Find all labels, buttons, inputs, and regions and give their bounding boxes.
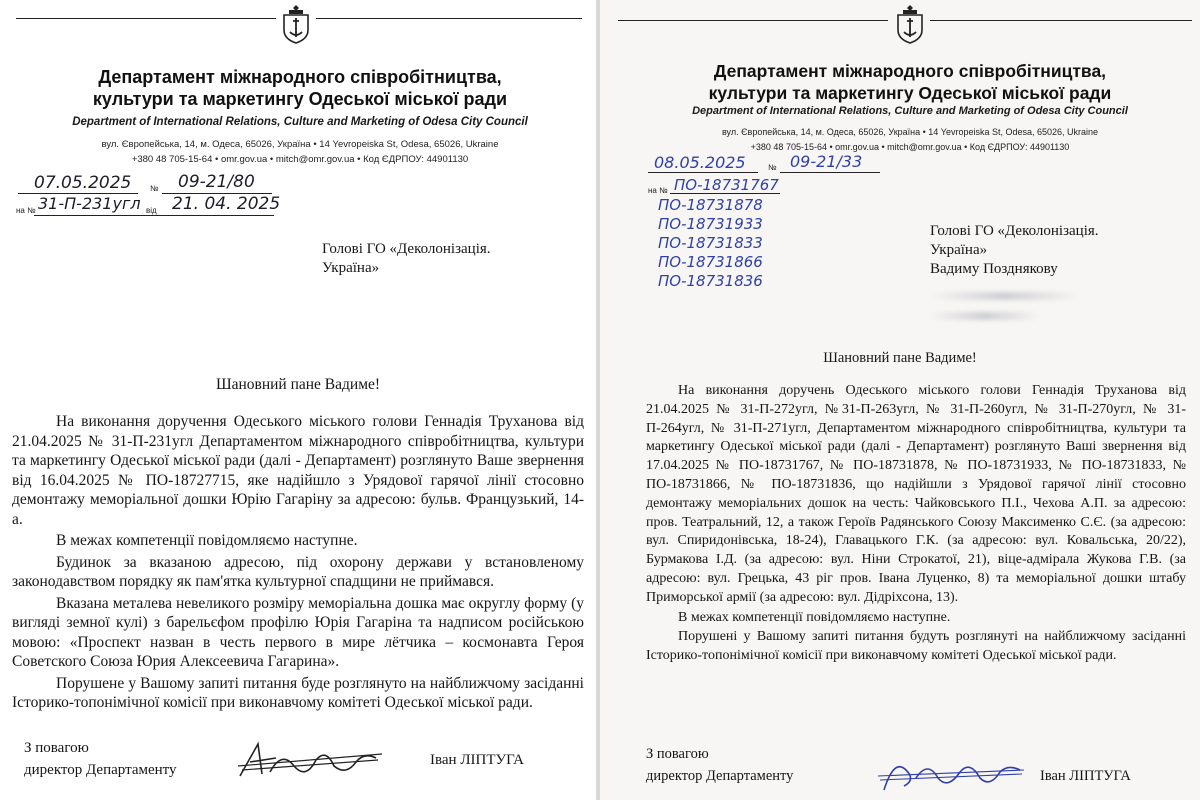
dept-name-line1: Департамент міжнародного співробітництва, <box>713 61 1107 81</box>
letter-left <box>0 0 596 800</box>
dept-name-en: Department of International Relations, Culture and Marketing of Odesa City Council <box>692 105 1128 117</box>
handwritten-signature <box>876 748 1026 794</box>
outgoing-number: 09-21/80 <box>178 172 255 192</box>
redacted-address <box>930 312 1040 320</box>
dept-contacts: +380 48 705-15-64 • omr.gov.ua • mitch@omr.gov.ua • Код ЄДРПОУ: 44901130 <box>131 154 469 165</box>
dept-contacts: +380 48 705-15-64 • omr.gov.ua • mitch@omr.gov.ua • Код ЄДРПОУ: 44901130 <box>750 142 1070 152</box>
body-paragraph: В межах компетенції повідомляємо наступне. <box>56 532 358 549</box>
addressee-line2: Україна» <box>322 260 380 276</box>
body-paragraph: Будинок за вказаною адресою, під охорону держави у встановленому законодавством порядку як пам'ятка культурної спадщини не приймався. <box>12 553 584 590</box>
salutation: Шановний пане Вадиме! <box>215 376 381 393</box>
incoming-number: ПО-18731878 <box>658 196 763 214</box>
handwritten-signature <box>236 736 386 782</box>
addressee-line2: Україна» <box>930 242 988 258</box>
incoming-number: 31-П-231угл <box>38 194 141 213</box>
closing: З повагою <box>24 740 89 756</box>
body-paragraph: Порушені у Вашому запиті питання будуть розглянуті на найближчому засіданні Історико-топонімічної комісії при виконавчому комітеті Одеської міської ради. <box>646 629 1186 664</box>
letter-date: 07.05.2025 <box>34 173 132 193</box>
signer-title: директор Департаменту <box>24 762 177 778</box>
closing: З повагою <box>646 746 709 762</box>
letter-body <box>646 382 1186 666</box>
incoming-number-label: на № <box>648 186 668 195</box>
letter-date: 08.05.2025 <box>654 153 746 172</box>
signer-title: директор Департаменту <box>646 768 794 784</box>
incoming-number: ПО-18731866 <box>658 253 763 271</box>
addressee-line3: Вадиму Позднякову <box>930 261 1058 277</box>
number-label: № <box>150 184 159 193</box>
dept-name-en: Department of International Relations, Culture and Marketing of Odesa City Council <box>72 116 528 128</box>
dept-address: вул. Європейська, 14, м. Одеса, 65026, Україна • 14 Yevropeiska St, Odesa, 65026, Ukraine <box>721 127 1099 137</box>
addressee-line1: Голові ГО «Деколонізація. <box>930 223 1099 239</box>
odesa-crest-icon <box>895 4 925 44</box>
letter-right <box>600 0 1200 800</box>
letter-body <box>12 412 584 713</box>
addressee-line1: Голові ГО «Деколонізація. <box>322 241 491 257</box>
odesa-crest-icon <box>281 4 311 44</box>
signer-name: Іван ЛІПТУГА <box>430 752 524 768</box>
body-paragraph: Вказана металева невеликого розміру меморіальна дошка має округлу форму (у вигляді земної кулі) з барельєфом профілю Юрія Гагаріна та надписом російською мовою: «Проспект назван в честь первого в мире лётчика – космонавта Героя Советского Союза Юрия Алексеевича Гагарина». <box>12 594 584 670</box>
incoming-number: ПО-18731933 <box>658 215 763 233</box>
incoming-number: ПО-18731767 <box>674 176 779 194</box>
dept-address: вул. Європейська, 14, м. Одеса, 65026, Україна • 14 Yevropeiska St, Odesa, 65026, Ukraine <box>101 139 499 150</box>
number-label: № <box>768 163 777 172</box>
dept-name-line1: Департамент міжнародного співробітництва, <box>98 67 502 87</box>
header-rule-right <box>316 18 582 19</box>
body-paragraph: На виконання доручення Одеського міського голови Геннадія Труханова від 21.04.2025 № 31-П-231угл Департаментом міжнародного співробітництва, культури та маркетингу Одеської міської ради (далі - Департамент) розглянуто Ваше звернення від 16.04.2025 № ПО-18727715, яке надійшло з Урядової гарячої лінії стосовно демонтажу меморіальної дошки Юрію Гагаріну за адресою: бульв. Французький, 14-а. <box>12 413 584 528</box>
dept-name-line2: культури та маркетингу Одеської міської ради <box>92 89 508 109</box>
salutation: Шановний пане Вадиме! <box>823 350 977 366</box>
incoming-date: 21. 04. 2025 <box>172 194 281 214</box>
header-rule-left <box>16 18 276 19</box>
outgoing-number: 09-21/33 <box>790 152 863 171</box>
body-paragraph: Порушене у Вашому запиті питання буде розглянуто на найближчому засіданні Історико-топонімічної комісії при виконавчому комітеті Одеської міської ради. <box>12 674 584 711</box>
incoming-number: ПО-18731836 <box>658 272 763 290</box>
from-label: від <box>146 206 157 215</box>
redacted-address <box>930 292 1080 300</box>
body-paragraph: На виконання доручень Одеського міського голови Геннадія Труханова від 21.04.2025 № 31-П-272угл, №31-П-263угл, № 31-П-260угл, № 31-П-270угл, № 31-П-264угл, № 31-П-271угл, Департаментом міжнародного співробітництва, культури та маркетингу Одеської міської ради (далі - Департамент) розглянуто Ваші звернення від 17.04.2025 № ПО-18731767, № ПО-18731878, № ПО-18731933, № ПО-18731833, № ПО-18731866, № ПО-18731836, що надійшли з Урядової гарячої лінії стосовно демонтажу меморіальних дошок на честь: Чайковського П.І., Чехова А.П. за адресою: пров. Театральний, 12, а також Героїв Радянського Союзу Максименко С.Є. (за адресою: вул. Спиридонівська, 18-24), Главацького Г.К. (за адресою: вул. Ковальська, 20/22), Бурмакова І.Д. (за адресою: вул. Ніни Строкатої, 21), віце-адмірала Жукова Г.В. (за адресою: вул. Грецька, 43 ріг пров. Івана Луценко, 8) та меморіальної дошки штабу Приморської армії (за адресою: вул. Дідріхсона, 13). <box>646 383 1186 605</box>
incoming-number-label: на № <box>16 206 36 215</box>
incoming-number: ПО-18731833 <box>658 234 763 252</box>
body-paragraph: В межах компетенції повідомляємо наступне. <box>678 609 951 625</box>
signer-name: Іван ЛІПТУГА <box>1040 768 1131 784</box>
dept-name-line2: культури та маркетингу Одеської міської ради <box>708 83 1112 103</box>
